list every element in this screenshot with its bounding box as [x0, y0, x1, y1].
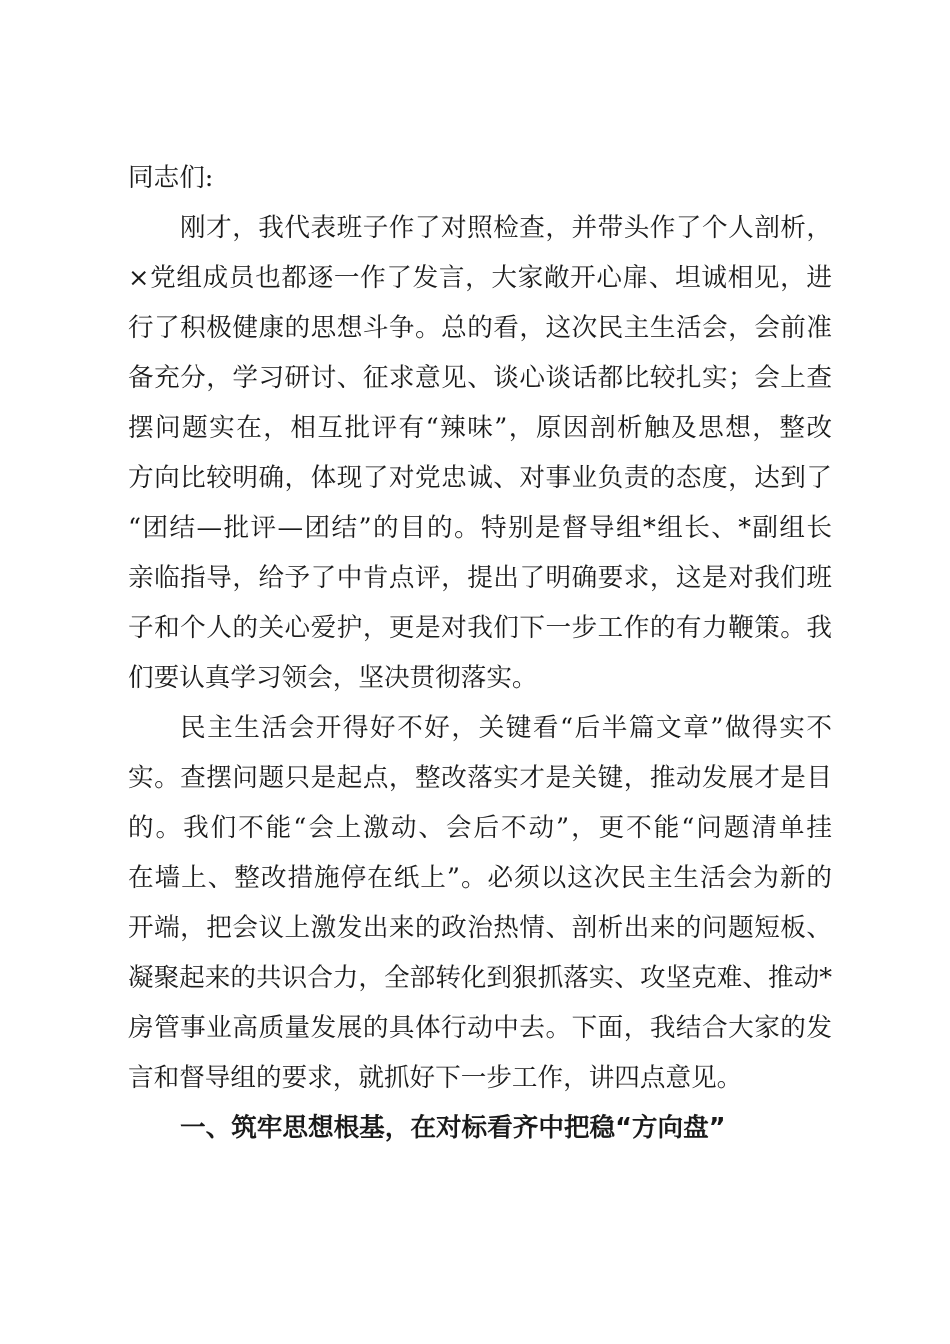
- paragraph-2-line-2: 实。查摆问题只是起点，整改落实才是关键，推动发展才是目: [128, 763, 832, 793]
- paragraph-1-line-1: 刚才，我代表班子作了对照检查，并带头作了个人剖析，: [180, 213, 832, 243]
- paragraph-1-line-8: 亲临指导，给予了中肯点评，提出了明确要求，这是对我们班: [128, 563, 832, 593]
- paragraph-1-line-6: 方向比较明确，体现了对党忠诚、对事业负责的态度，达到了: [128, 463, 832, 493]
- paragraph-1-line-4: 备充分，学习研讨、征求意见、谈心谈话都比较扎实；会上查: [128, 363, 832, 393]
- paragraph-2-line-1: 民主生活会开得好不好，关键看“后半篇文章”做得实不: [180, 713, 832, 743]
- paragraph-1-line-5: 摆问题实在，相互批评有“辣味”，原因剖析触及思想，整改: [128, 413, 832, 443]
- paragraph-1-line-7: “团结—批评—团结”的目的。特别是督导组*组长、*副组长: [128, 513, 832, 543]
- paragraph-1-line-10: 们要认真学习领会，坚决贯彻落实。: [128, 663, 538, 693]
- paragraph-2-line-7: 房管事业高质量发展的具体行动中去。下面，我结合大家的发: [128, 1013, 832, 1043]
- paragraph-1-line-3: 行了积极健康的思想斗争。总的看，这次民主生活会，会前准: [128, 313, 832, 343]
- paragraph-2-line-5: 开端，把会议上激发出来的政治热情、剖析出来的问题短板、: [128, 913, 832, 943]
- paragraph-2-line-4: 在墙上、整改措施停在纸上”。必须以这次民主生活会为新的: [128, 863, 832, 893]
- paragraph-1-line-9: 子和个人的关心爱护，更是对我们下一步工作的有力鞭策。我: [128, 613, 832, 643]
- section-heading: 一、筑牢思想根基，在对标看齐中把稳“方向盘”: [180, 1113, 726, 1143]
- salutation: 同志们:: [128, 163, 214, 193]
- paragraph-1-line-2: ×党组成员也都逐一作了发言，大家敞开心扉、坦诚相见，进: [128, 263, 832, 293]
- paragraph-2-line-3: 的。我们不能“会上激动、会后不动”，更不能“问题清单挂: [128, 813, 832, 843]
- paragraph-2-line-6: 凝聚起来的共识合力，全部转化到狠抓落实、攻坚克难、推动*: [128, 963, 832, 993]
- paragraph-2-line-8: 言和督导组的要求，就抓好下一步工作，讲四点意见。: [128, 1063, 743, 1093]
